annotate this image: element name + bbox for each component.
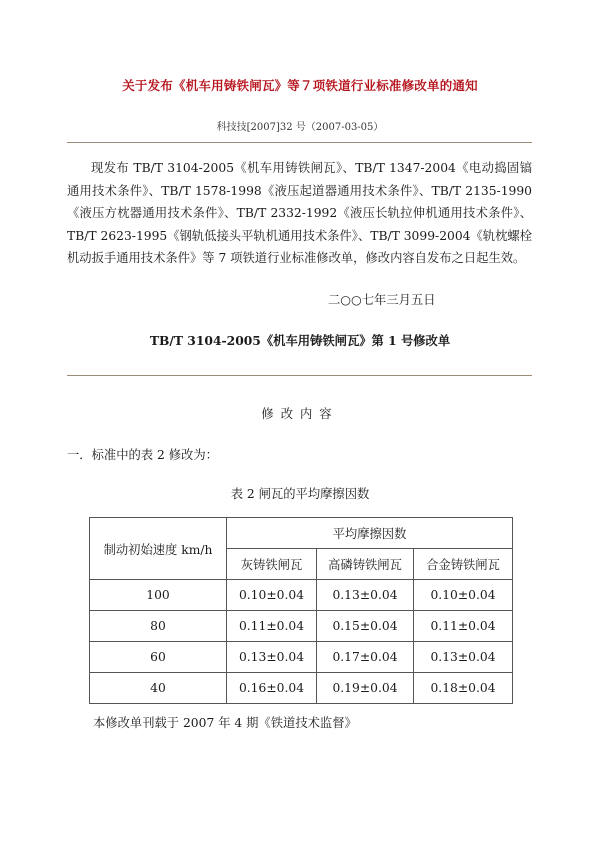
value-cell: 0.13±0.04: [317, 580, 414, 611]
column-header: 灰铸铁闸瓦: [227, 549, 317, 580]
issue-date: 二○○七年三月五日: [328, 293, 436, 307]
body-paragraph: 现发布 TB/T 3104-2005《机车用铸铁闸瓦》、TB/T 1347-2004《电动捣固镐通用技术条件》、TB/T 1578-1998《液压起道器通用技术条件》、TB/T 2135-1990《液压方枕器通用技术条件》、TB/T 2332-1992《液压长轨拉伸机通用技术条件》、TB/T 2623-1995《钢轨低接头平轨机通用技术条件》、TB/T 3099-2004《轨枕螺栓机动扳手通用技术条件》等 7 项铁道行业标准修改单，修改内容自发布之日起生效。: [67, 161, 532, 265]
section-heading: 修改内容: [261, 407, 339, 421]
value-cell: 0.17±0.04: [317, 642, 414, 673]
speed-cell: 100: [90, 580, 227, 611]
middle-divider: [67, 375, 532, 376]
table-row: [90, 611, 513, 642]
value-cell: 0.16±0.04: [227, 673, 317, 704]
value-cell: 0.15±0.04: [317, 611, 414, 642]
top-divider: [67, 142, 532, 143]
document-number: 科技技[2007]32 号（2007-03-05）: [216, 122, 384, 133]
table-row: [90, 580, 513, 611]
amendment-item-1: 一．标准中的表 2 修改为：: [67, 448, 218, 462]
value-cell: 0.10±0.04: [227, 580, 317, 611]
value-cell: 0.11±0.04: [227, 611, 317, 642]
column-header: 合金铸铁闸瓦: [414, 549, 513, 580]
value-cell: 0.18±0.04: [414, 673, 513, 704]
amendment-title: TB/T 3104-2005《机车用铸铁闸瓦》第 1 号修改单: [149, 333, 451, 348]
speed-cell: 80: [90, 611, 227, 642]
table-caption: 表 2 闸瓦的平均摩擦因数: [230, 487, 370, 501]
notice-title: 关于发布《机车用铸铁闸瓦》等７项铁道行业标准修改单的通知: [122, 78, 478, 93]
column-header: 高磷铸铁闸瓦: [317, 549, 414, 580]
publication-note: 本修改单刊载于 2007 年 4 期《铁道技术监督》: [93, 716, 357, 730]
value-cell: 0.13±0.04: [414, 642, 513, 673]
value-cell: 0.19±0.04: [317, 673, 414, 704]
speed-cell: 40: [90, 673, 227, 704]
value-cell: 0.13±0.04: [227, 642, 317, 673]
value-cell: 0.10±0.04: [414, 580, 513, 611]
speed-header: 制动初始速度 km/h: [90, 518, 227, 580]
speed-cell: 60: [90, 642, 227, 673]
table-row: [90, 642, 513, 673]
value-cell: 0.11±0.04: [414, 611, 513, 642]
friction-table: [89, 517, 513, 704]
table-row: [90, 673, 513, 704]
friction-group-header: 平均摩擦因数: [227, 518, 513, 549]
